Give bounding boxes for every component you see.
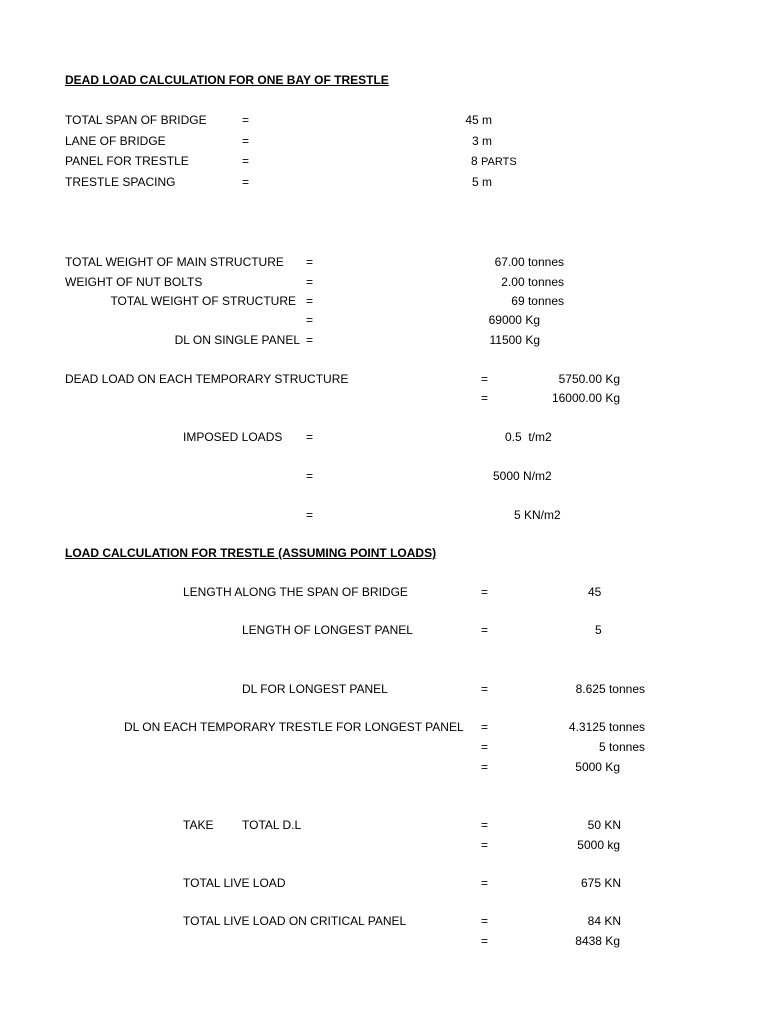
- live-load-value: 675 KN: [580, 876, 621, 890]
- dl-single-panel-equals: =: [306, 333, 314, 347]
- panel-unit: PARTS: [481, 156, 517, 168]
- dl-single-panel-value: 11500 Kg: [489, 333, 540, 347]
- dl-each-temp-value-2: 5 tonnes: [598, 740, 645, 754]
- lane-equals: =: [242, 134, 250, 148]
- take-value-1: 50 KN: [587, 818, 621, 832]
- dead-load-temp-value-2: 16000.00 Kg: [551, 391, 620, 405]
- total-structure-value: 69 tonnes: [511, 294, 564, 308]
- section-heading-trestle-load: LOAD CALCULATION FOR TRESTLE (ASSUMING POINT LOADS): [65, 546, 437, 560]
- total-dl-label: TOTAL D.L: [242, 818, 302, 832]
- imposed-equals-3: =: [306, 508, 314, 522]
- length-span-value: 45: [588, 585, 602, 599]
- dead-load-temp-equals-1: =: [481, 372, 489, 386]
- critical-panel-label: TOTAL LIVE LOAD ON CRITICAL PANEL: [183, 914, 407, 928]
- total-kg-equals: =: [306, 313, 314, 327]
- section-heading-dead-load: DEAD LOAD CALCULATION FOR ONE BAY OF TRESTLE: [65, 73, 389, 87]
- imposed-value-3: 5 KN/m2: [514, 508, 561, 522]
- lane-label: LANE OF BRIDGE: [65, 134, 166, 148]
- dl-each-temp-equals-3: =: [481, 760, 489, 774]
- longest-panel-equals: =: [481, 623, 489, 637]
- panel-equals: =: [242, 154, 250, 168]
- dl-longest-equals: =: [481, 682, 489, 696]
- spacing-equals: =: [242, 175, 250, 189]
- span-equals: =: [242, 113, 250, 127]
- dl-each-temp-equals-2: =: [481, 740, 489, 754]
- imposed-value-2: 5000 N/m2: [493, 469, 552, 483]
- span-label: TOTAL SPAN OF BRIDGE: [65, 113, 207, 127]
- dead-load-temp-equals-2: =: [481, 391, 489, 405]
- total-structure-label: TOTAL WEIGHT OF STRUCTURE: [110, 294, 296, 308]
- nut-bolts-value: 2.00 tonnes: [501, 275, 564, 289]
- critical-panel-equals-1: =: [481, 914, 489, 928]
- panel-label: PANEL FOR TRESTLE: [65, 154, 189, 168]
- spacing-label: TRESTLE SPACING: [65, 175, 176, 189]
- dl-longest-label: DL FOR LONGEST PANEL: [242, 682, 388, 696]
- lane-value: 3 m: [471, 134, 492, 148]
- total-structure-equals: =: [306, 294, 314, 308]
- length-span-label: LENGTH ALONG THE SPAN OF BRIDGE: [183, 585, 408, 599]
- live-load-label: TOTAL LIVE LOAD: [183, 876, 286, 890]
- length-span-equals: =: [481, 585, 489, 599]
- critical-panel-equals-2: =: [481, 934, 489, 948]
- nut-bolts-equals: =: [306, 275, 314, 289]
- dl-each-temp-value-1: 4.3125 tonnes: [568, 720, 645, 734]
- main-structure-value: 67.00 tonnes: [494, 255, 564, 269]
- imposed-value-1: 0.5 t/m2: [505, 430, 552, 444]
- spacing-value: 5 m: [471, 175, 492, 189]
- span-value: 45 m: [465, 113, 492, 127]
- dl-each-temp-value-3: 5000 Kg: [575, 760, 620, 774]
- main-structure-label: TOTAL WEIGHT OF MAIN STRUCTURE: [65, 255, 284, 269]
- dead-load-temp-value-1: 5750.00 Kg: [558, 372, 620, 386]
- take-equals-2: =: [481, 838, 489, 852]
- imposed-equals-2: =: [306, 469, 314, 483]
- longest-panel-value: 5: [595, 623, 602, 637]
- live-load-equals: =: [481, 876, 489, 890]
- critical-panel-value-1: 84 KN: [587, 914, 621, 928]
- take-equals-1: =: [481, 818, 489, 832]
- dl-each-temp-label: DL ON EACH TEMPORARY TRESTLE FOR LONGEST PANEL: [124, 720, 464, 734]
- dl-longest-value: 8.625 tonnes: [575, 682, 645, 696]
- longest-panel-label: LENGTH OF LONGEST PANEL: [242, 623, 413, 637]
- dl-single-panel-label: DL ON SINGLE PANEL: [174, 333, 300, 347]
- main-structure-equals: =: [306, 255, 314, 269]
- total-kg-value: 69000 Kg: [488, 313, 540, 327]
- imposed-equals-1: =: [306, 430, 314, 444]
- take-value-2: 5000 kg: [577, 838, 620, 852]
- nut-bolts-label: WEIGHT OF NUT BOLTS: [65, 275, 203, 289]
- panel-value: 8: [471, 154, 478, 168]
- dead-load-temp-label: DEAD LOAD ON EACH TEMPORARY STRUCTURE: [65, 372, 349, 386]
- dl-each-temp-equals-1: =: [481, 720, 489, 734]
- critical-panel-value-2: 8438 Kg: [575, 934, 620, 948]
- imposed-loads-label: IMPOSED LOADS: [183, 430, 283, 444]
- take-label: TAKE: [183, 818, 214, 832]
